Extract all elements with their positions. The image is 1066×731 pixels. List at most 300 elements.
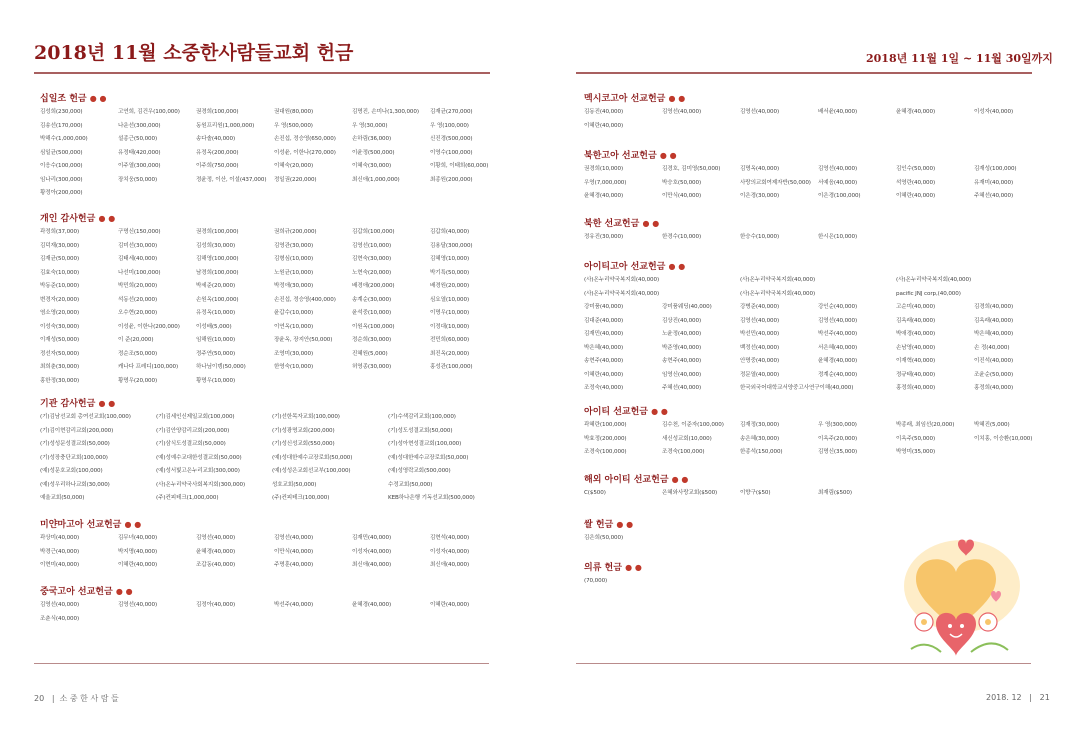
donor-entry: 새신성교회(10,000) (662, 435, 712, 442)
donor-entry: 박애경(40,000) (896, 331, 936, 338)
donor-entry: (기)성광명교회(200,000) (272, 427, 335, 434)
donor-entry: 권희규(200,000) (274, 229, 317, 235)
donor-entry: 박은혜(40,000) (974, 331, 1014, 338)
donor-entry: 홍정희(40,000) (896, 385, 936, 392)
donor-entry: 박민희(20,000) (118, 283, 158, 290)
donor-entry: 박정애(30,000) (274, 283, 314, 290)
donor-entry: (기)수색감리교회(100,000) (388, 414, 456, 420)
donor-entry: 조경숙(100,000) (584, 449, 627, 456)
donor-entry: 염소영(20,000) (40, 310, 80, 317)
donor-entry: 김은희(50,000) (584, 535, 624, 541)
donor-entry: (기)성아현성결교회(100,000) (388, 441, 462, 448)
donor-entry: 정계순(40,000) (818, 371, 858, 378)
section-title (40, 518, 508, 531)
bullet-dots-icon: ● ● (668, 262, 686, 271)
donor-entry: 윤석중(10,000) (352, 310, 392, 317)
donor-grid (584, 487, 1052, 501)
donor-entry: 홍성관(100,000) (430, 364, 473, 371)
donor-entry: (주)컨피테크(100,000) (272, 495, 330, 502)
donor-entry: 김재정(30,000) (740, 422, 780, 428)
donor-entry: 배경원(20,000) (430, 283, 470, 290)
donor-entry: 손진섭, 정승영(400,000) (274, 296, 336, 303)
donor-entry (662, 532, 740, 546)
donor-entry: 이주희(750,000) (196, 163, 239, 170)
donor-entry: 정일권(220,000) (274, 176, 317, 183)
donor-entry: 권경희(100,000) (196, 229, 239, 235)
donor-entry: 김수천, 이준자(100,000) (662, 422, 724, 428)
donor-entry: 이은경(30,000) (740, 193, 780, 200)
donor-entry: 이혜란(40,000) (430, 602, 470, 608)
donor-entry: 권대원(80,000) (274, 109, 314, 115)
donor-entry: 김영선(10,000) (352, 242, 392, 249)
donor-entry: (예)성서빛고은누리교회(300,000) (156, 468, 240, 475)
donor-entry: 최진옥(20,000) (430, 350, 470, 357)
donor-entry: 강병준(40,000) (740, 304, 780, 311)
donor-entry: KEB하나은행 기독선교회(500,000) (388, 495, 475, 502)
donor-entry: 정순조(50,000) (118, 350, 158, 357)
donor-entry: (사)온누리약국복지회(40,000) (740, 290, 816, 297)
donor-entry: 서예음(40,000) (818, 179, 858, 186)
donor-entry: 한종석(150,000) (740, 449, 783, 456)
section-title (40, 212, 508, 225)
donor-grid (584, 163, 1052, 204)
donor-grid (584, 419, 1052, 460)
section-haiti-mission (584, 405, 1052, 460)
donor-entry: 최희춘(30,000) (40, 364, 80, 371)
section-mexico-orphan (584, 92, 1052, 133)
top-rule-left (34, 72, 490, 74)
donor-entry: 손원옥(100,000) (196, 296, 239, 303)
donor-entry: pacific JNJ corp,(40,000) (896, 290, 961, 297)
donor-entry: 윤혜경(40,000) (352, 602, 392, 608)
bullet-dots-icon: ● ● (98, 399, 116, 408)
donor-entry: 이혜란(40,000) (118, 562, 158, 569)
donor-entry: 이혜숙(30,000) (352, 163, 392, 170)
donor-entry: 조윤순(50,000) (974, 371, 1014, 378)
donor-entry: (기)성신성교회(550,000) (272, 441, 335, 448)
bullet-dots-icon: ● ● (651, 407, 668, 416)
donor-entry: 김영선(40,000) (818, 166, 858, 172)
donor-entry: 이혜숙(20,000) (274, 163, 314, 170)
donor-entry: (예)성성은교회선교부(100,000) (272, 468, 351, 475)
donor-entry: 박준영(40,000) (662, 344, 702, 351)
donor-entry: (예)성예수교대한성결교회(50,000) (156, 454, 242, 461)
donor-entry (196, 187, 274, 201)
bullet-dots-icon: ● ● (671, 475, 689, 484)
donor-entry: 이성숙(30,000) (40, 323, 80, 330)
donor-entry: 박선민(40,000) (740, 331, 780, 338)
section-title-text: 쌀 헌금 (584, 520, 614, 530)
donor-entry: 유정태(420,000) (118, 149, 161, 156)
donor-entry: 조영미(30,000) (274, 350, 314, 357)
donor-entry: 손 정(40,000) (974, 344, 1010, 351)
donor-entry: 황명우(20,000) (118, 378, 158, 385)
donor-entry: 유정옥(200,000) (196, 149, 239, 156)
section-haiti-orphan (584, 260, 1052, 396)
donor-entry: 우영(7,000,000) (584, 179, 627, 186)
donor-entry: 곽혜란(100,000) (584, 422, 627, 428)
section-title (584, 260, 1052, 273)
donor-entry: 김영선(40,000) (818, 317, 858, 324)
donor-grid (40, 226, 508, 389)
donor-entry (818, 120, 896, 134)
donor-entry: 정문열(40,000) (740, 371, 780, 378)
footer-left (34, 693, 119, 704)
bullet-dots-icon: ● ● (642, 219, 660, 228)
donor-entry (818, 575, 896, 589)
donor-entry: 김영선(40,000) (196, 535, 236, 541)
donor-entry: (사)온누리약국사회복지회(300,000) (156, 481, 246, 488)
donor-entry: 이성배(5,000) (196, 323, 232, 330)
donor-entry: 유정옥(10,000) (196, 310, 236, 317)
donor-entry: 손남영(40,000) (896, 344, 936, 351)
donor-entry: 이옥주(20,000) (818, 435, 858, 442)
donor-entry: 김영선(40,000) (740, 109, 780, 115)
donor-entry: 사랑의교회여제자반(50,000) (740, 179, 811, 186)
donor-entry: (기)성장충단교회(100,000) (40, 454, 108, 461)
donor-entry: 김재민(40,000) (352, 535, 392, 541)
donor-entry: 윤혜경(40,000) (196, 548, 236, 555)
donor-entry: 구명신(150,000) (118, 229, 161, 235)
bullet-dots-icon: ● ● (89, 94, 107, 103)
bullet-dots-icon: ● ● (98, 214, 116, 223)
date-range: 2018년 11월 1일 ~ 11월 30일까지 (866, 52, 1053, 65)
donor-entry: 이정대(10,000) (430, 323, 470, 330)
donor-entry: 배서윤(40,000) (818, 109, 858, 115)
section-institution-thanks (40, 397, 504, 506)
donor-entry: 임영신(40,000) (662, 371, 702, 378)
donor-entry: 이영수(100,000) (430, 149, 473, 156)
page-title: 2018년 11월 소중한사람들교회 헌금 (34, 42, 354, 64)
donor-entry: 홍정희(40,000) (974, 385, 1014, 392)
donor-entry: 우 영(300,000) (818, 422, 857, 428)
donor-entry: 이현미(40,000) (40, 562, 80, 569)
donor-entry (118, 187, 196, 201)
donor-entry (818, 532, 896, 546)
footer-right (986, 693, 1050, 702)
donor-entry: 정윤정, 이산, 이설(437,000) (196, 176, 267, 183)
donor-entry: 석영란(40,000) (896, 179, 936, 186)
section-title-text: 북한 선교헌금 (584, 219, 640, 229)
donor-entry: (기)김이현감리교회(200,000) (40, 427, 114, 434)
donor-entry: 이혜란(40,000) (584, 371, 624, 378)
donor-entry: 김영선(40,000) (662, 109, 702, 115)
section-title (40, 92, 508, 105)
donor-entry: 주명훈(40,000) (274, 562, 314, 569)
donor-entry: 김명신(35,000) (818, 449, 858, 456)
donor-entry: 허영종(30,000) (352, 364, 392, 371)
donor-entry: 조춘식(40,000) (40, 615, 80, 622)
donor-entry: 김옥래(40,000) (896, 317, 936, 324)
donor-entry: 이응수(100,000) (40, 163, 83, 170)
donor-entry: 김용달(300,000) (430, 242, 473, 249)
donor-entry: 변경자(20,000) (40, 296, 80, 303)
donor-entry: 김명진, 손미나(1,300,000) (352, 109, 419, 115)
section-title (584, 217, 1052, 230)
donor-entry: 박혜진(5,000) (974, 422, 1010, 428)
donor-entry: 박동준(10,000) (40, 283, 80, 290)
section-title (584, 405, 1052, 418)
section-title-text: 북한고아 선교헌금 (584, 151, 657, 161)
donor-entry: 나운선(300,000) (118, 122, 161, 129)
donor-entry: 이향구($50) (740, 490, 771, 496)
donor-grid (584, 231, 1052, 245)
donor-entry: (주)컨피테크(1,000,000) (156, 495, 219, 502)
section-nk-mission (584, 217, 1052, 245)
donor-entry: 김명옥(40,000) (740, 166, 780, 172)
donor-entry: 박기특(50,000) (430, 269, 470, 276)
donor-entry (662, 274, 740, 288)
donor-entry: 곽정희(37,000) (40, 229, 80, 235)
donor-entry: 이혜란(40,000) (896, 193, 936, 200)
donor-entry: 권경희(100,000) (196, 109, 239, 115)
section-tithe (40, 92, 508, 201)
donor-entry: 박승호(50,000) (662, 179, 702, 186)
donor-entry: 정선자(50,000) (40, 350, 80, 357)
section-nk-orphan (584, 149, 1052, 204)
section-title-text: 개인 감사헌금 (40, 214, 96, 224)
donor-entry: 강미품(40,000) (584, 304, 624, 311)
donor-grid (40, 532, 508, 573)
donor-entry: 김경호, 김미영(50,000) (662, 166, 721, 172)
footer-right-separator: | (1029, 693, 1032, 702)
donor-entry: 김혜영(10,000) (430, 256, 470, 263)
donor-entry (896, 487, 974, 501)
section-title-text: 십일조 헌금 (40, 94, 87, 104)
donor-entry: (사)온누리약국복지회(40,000) (896, 277, 972, 283)
donor-grid (40, 599, 508, 626)
donor-entry: 이은경(100,000) (818, 193, 861, 200)
donor-entry: (예)성문호교회(100,000) (40, 468, 103, 475)
section-title-text: 해외 아이티 선교헌금 (584, 475, 669, 485)
donor-entry: (기)선한목자교회(100,000) (272, 414, 340, 420)
donor-entry: 이성자(40,000) (974, 109, 1014, 115)
donor-entry: 우 영(30,000) (352, 122, 388, 129)
footer-right-page-number: 21 (1039, 693, 1050, 702)
donor-entry: 한시은(10,000) (818, 234, 858, 240)
donor-entry: 장윤옥, 장지안(50,000) (274, 337, 333, 344)
donor-entry: 김경희(40,000) (974, 304, 1014, 311)
donor-entry: (기)삼식도성결교회(50,000) (156, 441, 226, 448)
donor-entry: (기)김안양감리교회(200,000) (156, 427, 230, 434)
donor-entry: 조갑동(40,000) (196, 562, 236, 569)
donor-entry: 박경근(40,000) (40, 548, 80, 555)
donor-entry: 손진섭, 정승영(650,000) (274, 136, 336, 143)
bottom-rule-left (34, 663, 489, 664)
donor-entry: 박효정(200,000) (584, 435, 627, 442)
donor-entry: 임해원(10,000) (196, 337, 236, 344)
donor-entry: (기)성성문성결교회(50,000) (40, 441, 110, 448)
donor-entry: 김영선(40,000) (40, 602, 80, 608)
donor-entry (740, 575, 818, 589)
donor-entry: 이성윤, 이한나(200,000) (118, 323, 180, 330)
bullet-dots-icon: ● ● (668, 94, 686, 103)
donor-entry: 심요열(10,000) (430, 296, 470, 303)
donor-entry: 우 영(100,000) (430, 122, 469, 129)
donor-entry: 백정선(40,000) (740, 344, 780, 351)
donor-entry: 노현숙(20,000) (352, 269, 392, 276)
donor-entry (274, 375, 352, 389)
donor-entry: 최신애(40,000) (352, 562, 392, 569)
top-rule-right (576, 72, 1032, 74)
donor-entry: 이원옥(100,000) (352, 323, 395, 330)
donor-entry (818, 274, 896, 288)
donor-entry: 김영선(40,000) (740, 317, 780, 324)
donor-entry: (예)성우리하나교회(30,000) (40, 481, 110, 488)
donor-entry: 정유진(30,000) (584, 234, 624, 240)
donor-entry (352, 375, 430, 389)
donor-entry: 김재균(50,000) (40, 256, 80, 263)
bullet-dots-icon: ● ● (124, 520, 142, 529)
section-overseas-haiti (584, 473, 1052, 501)
donor-entry: 캐나다 프레디(100,000) (118, 364, 179, 371)
donor-entry: 이치홍, 이승환(10,000) (974, 435, 1033, 442)
donor-entry (896, 120, 974, 134)
donor-entry (352, 613, 430, 627)
donor-entry: 김영선(40,000) (274, 535, 314, 541)
donor-entry: 배경애(200,000) (352, 283, 395, 290)
footer-right-date: 2018. 12 (986, 693, 1022, 702)
donor-entry: 김재균(270,000) (430, 109, 473, 115)
donor-entry: 김성희(230,000) (40, 109, 83, 115)
donor-entry: 주혜선(40,000) (974, 193, 1014, 200)
donor-entry: 조경숙(100,000) (662, 449, 705, 456)
donor-entry: 동원프리원(1,000,000) (196, 122, 255, 129)
donor-entry: 이재혁(40,000) (896, 358, 936, 365)
donor-entry: 김재성(100,000) (974, 166, 1017, 172)
donor-entry: 이재성(50,000) (40, 337, 80, 344)
donor-entry (740, 120, 818, 134)
donor-entry: 송계순(30,000) (352, 296, 392, 303)
donor-entry: 성호교회(50,000) (272, 481, 317, 488)
section-title-text: 아이티고아 선교헌금 (584, 262, 666, 272)
donor-entry: 이혜란(40,000) (584, 122, 624, 129)
donor-entry: 은혜와사랑교회($500) (662, 490, 718, 496)
donor-entry: (기)성도성결교회(50,000) (388, 427, 453, 434)
donor-entry: 안명중(40,000) (740, 358, 780, 365)
donor-entry: 장치웅(50,000) (118, 176, 158, 183)
donor-entry: 정주연(50,000) (196, 350, 236, 357)
section-title-text: 아이티 선교헌금 (584, 407, 648, 417)
donor-entry: 김인수(50,000) (896, 166, 936, 172)
section-title-text: 의류 헌금 (584, 563, 622, 573)
donor-entry: 이황희, 이태희(60,000) (430, 163, 489, 170)
donor-entry: 이성윤, 이한나(270,000) (274, 149, 336, 156)
donor-entry: (기)김세인신제일교회(100,000) (156, 414, 235, 420)
donor-entry: 김동진(40,000) (584, 109, 624, 115)
donor-entry (274, 613, 352, 627)
donor-entry: 예울교회(50,000) (40, 495, 85, 502)
donor-entry: 이만식(40,000) (662, 193, 702, 200)
donor-entry: 고순미(40,000) (896, 304, 936, 311)
donor-entry (974, 120, 1052, 134)
section-title (40, 585, 508, 598)
donor-entry: 김상진(40,000) (662, 317, 702, 324)
donor-entry: 한국외국어대학교서양중고사연구이해(40,000) (740, 385, 854, 392)
donor-entry: 김해영(100,000) (196, 256, 239, 263)
hearts-illustration (896, 524, 1026, 664)
donor-entry: 이옥주(50,000) (896, 435, 936, 442)
donor-entry: (예)성대한예수교장로회(50,000) (272, 454, 353, 461)
donor-entry: 석동선(20,000) (118, 296, 158, 303)
donor-entry: 박세준(20,000) (196, 283, 236, 290)
section-title (584, 149, 1052, 162)
section-title (584, 92, 1052, 105)
donor-entry: 주혜선(40,000) (662, 385, 702, 392)
donor-entry (974, 446, 1052, 460)
bullet-dots-icon: ● ● (115, 587, 133, 596)
donor-entry: 송현주(40,000) (584, 358, 624, 365)
bullet-dots-icon: ● ● (616, 520, 634, 529)
section-title (584, 473, 1052, 486)
donor-entry: 김영관(30,000) (274, 242, 314, 249)
donor-entry: 이명우(10,000) (430, 310, 470, 317)
donor-entry: 정순희(30,000) (352, 337, 392, 344)
donor-entry: 김영선(40,000) (118, 602, 158, 608)
donor-entry (430, 375, 508, 389)
donor-entry: 윤갑수(10,000) (274, 310, 314, 317)
donor-entry: (사)온누리약국복지회(40,000) (584, 277, 660, 283)
donor-entry: 김덕재(30,000) (40, 242, 80, 249)
donor-entry (974, 231, 1052, 245)
donor-entry (740, 532, 818, 546)
donor-entry: 최재림($500) (818, 490, 852, 496)
donor-entry (974, 274, 1052, 288)
donor-entry: 노윤정(40,000) (662, 331, 702, 338)
donor-entry: 한영숙(10,000) (274, 364, 314, 371)
donor-entry (974, 487, 1052, 501)
donor-entry (430, 187, 508, 201)
donor-entry (662, 288, 740, 302)
donor-entry: 이연옥(10,000) (274, 323, 314, 330)
donor-entry: 홍한정(30,000) (40, 378, 80, 385)
donor-entry: 최신애(40,000) (430, 562, 470, 569)
donor-entry: 김옥래(40,000) (974, 317, 1014, 324)
donor-entry: 박선주(40,000) (274, 602, 314, 608)
donor-entry: 박해수(1,000,000) (40, 136, 88, 143)
section-title-text: 미얀마고아 선교헌금 (40, 520, 122, 530)
donor-entry: 김현숙(30,000) (352, 256, 392, 263)
donor-entry: 강미품웨딩(40,000) (662, 304, 712, 311)
donor-entry: 황명우(10,000) (196, 378, 236, 385)
donor-entry: 남경희(100,000) (196, 269, 239, 276)
donor-entry: 이만식(40,000) (274, 548, 314, 555)
donor-entry: 최신애(1,000,000) (352, 176, 400, 183)
donor-entry: 곽상미(40,000) (40, 535, 80, 541)
donor-entry: 박선주(40,000) (818, 331, 858, 338)
donor-entry: 최종원(200,000) (430, 176, 473, 183)
donor-entry: 박종래, 최임선(20,000) (896, 422, 955, 428)
donor-entry: 송다솔(40,000) (196, 136, 236, 143)
bullet-dots-icon: ● ● (625, 563, 642, 572)
donor-entry: 전민희(60,000) (430, 337, 470, 344)
donor-entry: 권경희(10,000) (584, 166, 624, 172)
donor-entry: 조정숙(40,000) (584, 385, 624, 392)
donor-entry: 송현주(40,000) (662, 358, 702, 365)
donor-entry (662, 120, 740, 134)
donor-entry (818, 382, 896, 396)
footer-left-separator: | (51, 694, 55, 703)
donor-entry: 하나님이뎅(50,000) (196, 364, 246, 371)
donor-entry: 김갑희(100,000) (352, 229, 395, 235)
donor-entry: 윤혜경(40,000) (896, 109, 936, 115)
donor-entry: 유재미(40,000) (974, 179, 1014, 186)
donor-entry: (사)온누리약국복지회(40,000) (740, 277, 816, 283)
donor-entry: 설종근(50,000) (118, 136, 158, 143)
section-myanmar-orphan (40, 518, 508, 573)
donor-entry (274, 187, 352, 201)
donor-entry: 진혜원(5,000) (352, 350, 388, 357)
